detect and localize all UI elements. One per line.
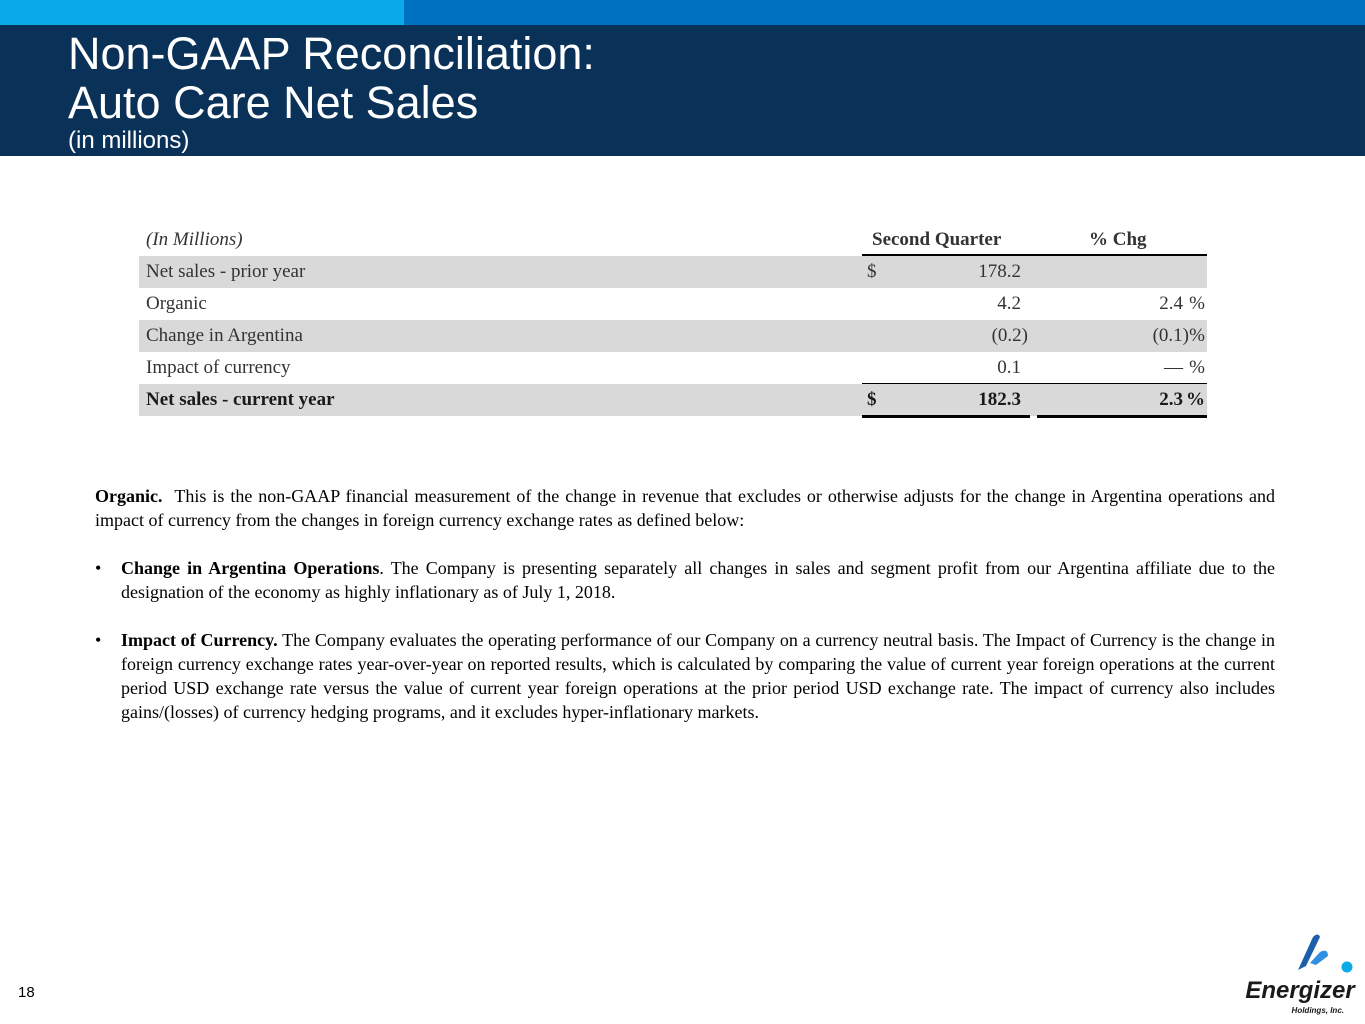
reconciliation-table: [139, 224, 1207, 419]
row-value: 178.2: [978, 261, 1021, 282]
logo-wordmark: Energizer: [1245, 977, 1355, 1004]
logo-swoosh-icon: [1298, 935, 1320, 971]
page-number: 18: [18, 984, 35, 1001]
row-percent-sign: %: [1189, 325, 1205, 346]
row-percent: —: [1164, 357, 1183, 378]
top-accent-bar-blue: [404, 0, 1365, 25]
row-percent: 2.3: [1159, 389, 1183, 410]
row-label: Net sales - prior year: [146, 261, 306, 282]
row-percent: 2.4: [1159, 293, 1183, 314]
row-value: (0.2): [991, 325, 1028, 346]
currency-title: Impact of Currency.: [121, 630, 278, 650]
total-underline-quarter: [862, 415, 1030, 418]
table-row: [139, 256, 1207, 288]
column-header-percent-change: % Chg: [1089, 229, 1147, 250]
organic-text: This is the non-GAAP financial measurement of the change in revenue that excludes or otherwise adjusts for the change in Argentina operations and impact of currency from the changes in foreign currency exchange rates as defined below:: [95, 486, 1275, 530]
row-label: Net sales - current year: [146, 389, 335, 410]
row-percent-sign: %: [1186, 389, 1205, 410]
row-label: Change in Argentina: [146, 325, 303, 346]
row-value: 182.3: [978, 389, 1021, 410]
row-dollar-sign: $: [867, 261, 877, 282]
table-row: [139, 288, 1207, 320]
organic-definition: [95, 484, 1275, 532]
logo-swoosh-small-icon: [1310, 951, 1328, 965]
table-row: [139, 320, 1207, 352]
top-accent-bar-cyan: [0, 0, 404, 25]
argentina-bullet: [95, 556, 1275, 604]
row-value: 4.2: [997, 293, 1021, 314]
row-dollar-sign: $: [867, 389, 877, 410]
bullet-marker: •: [95, 558, 102, 578]
total-underline-percent: [1037, 415, 1207, 418]
currency-bullet: [95, 628, 1275, 724]
row-percent-sign: %: [1189, 293, 1205, 314]
table-header-row: [139, 224, 1207, 256]
slide-title: [68, 29, 595, 127]
column-header-second-quarter: Second Quarter: [872, 229, 1002, 250]
row-percent-sign: %: [1189, 357, 1205, 378]
energizer-logo: [1240, 930, 1360, 1018]
title-line-1: Non-GAAP Reconciliation:: [68, 28, 595, 79]
currency-text: The Company evaluates the operating performance of our Company on a currency neutral basis. The Impact of Currency is the change in foreign currency exchange rates year-over-year on reported results, which is calculated by comparing the value of current year foreign operations at the current period USD exchange rate versus the value of current year foreign operations at the prior period USD exchange rate. The impact of currency also includes gains/(losses) of currency hedging programs, and it excludes hyper-inflationary markets.: [121, 630, 1275, 722]
organic-title: Organic.: [95, 486, 163, 506]
row-value: 0.1: [997, 357, 1021, 378]
argentina-title: Change in Argentina Operations: [121, 558, 380, 578]
table-units-label: (In Millions): [146, 229, 243, 250]
table-total-row: [139, 384, 1207, 416]
logo-subtext: Holdings, Inc.: [1291, 1006, 1344, 1015]
logo-dot-icon: [1342, 962, 1353, 973]
argentina-text: . The Company is presenting separately all changes in sales and segment profit from our Argentina affiliate due to the designation of the economy as highly inflationary as of July 1, 2018.: [121, 558, 1275, 602]
row-percent: (0.1): [1152, 325, 1189, 346]
bullet-marker: •: [95, 630, 102, 650]
table-row: [139, 352, 1207, 384]
row-label: Impact of currency: [146, 357, 291, 378]
row-label: Organic: [146, 293, 207, 314]
definitions-notes: [95, 484, 1275, 724]
slide-subtitle: (in millions): [68, 127, 190, 154]
title-line-2: Auto Care Net Sales: [68, 77, 479, 128]
